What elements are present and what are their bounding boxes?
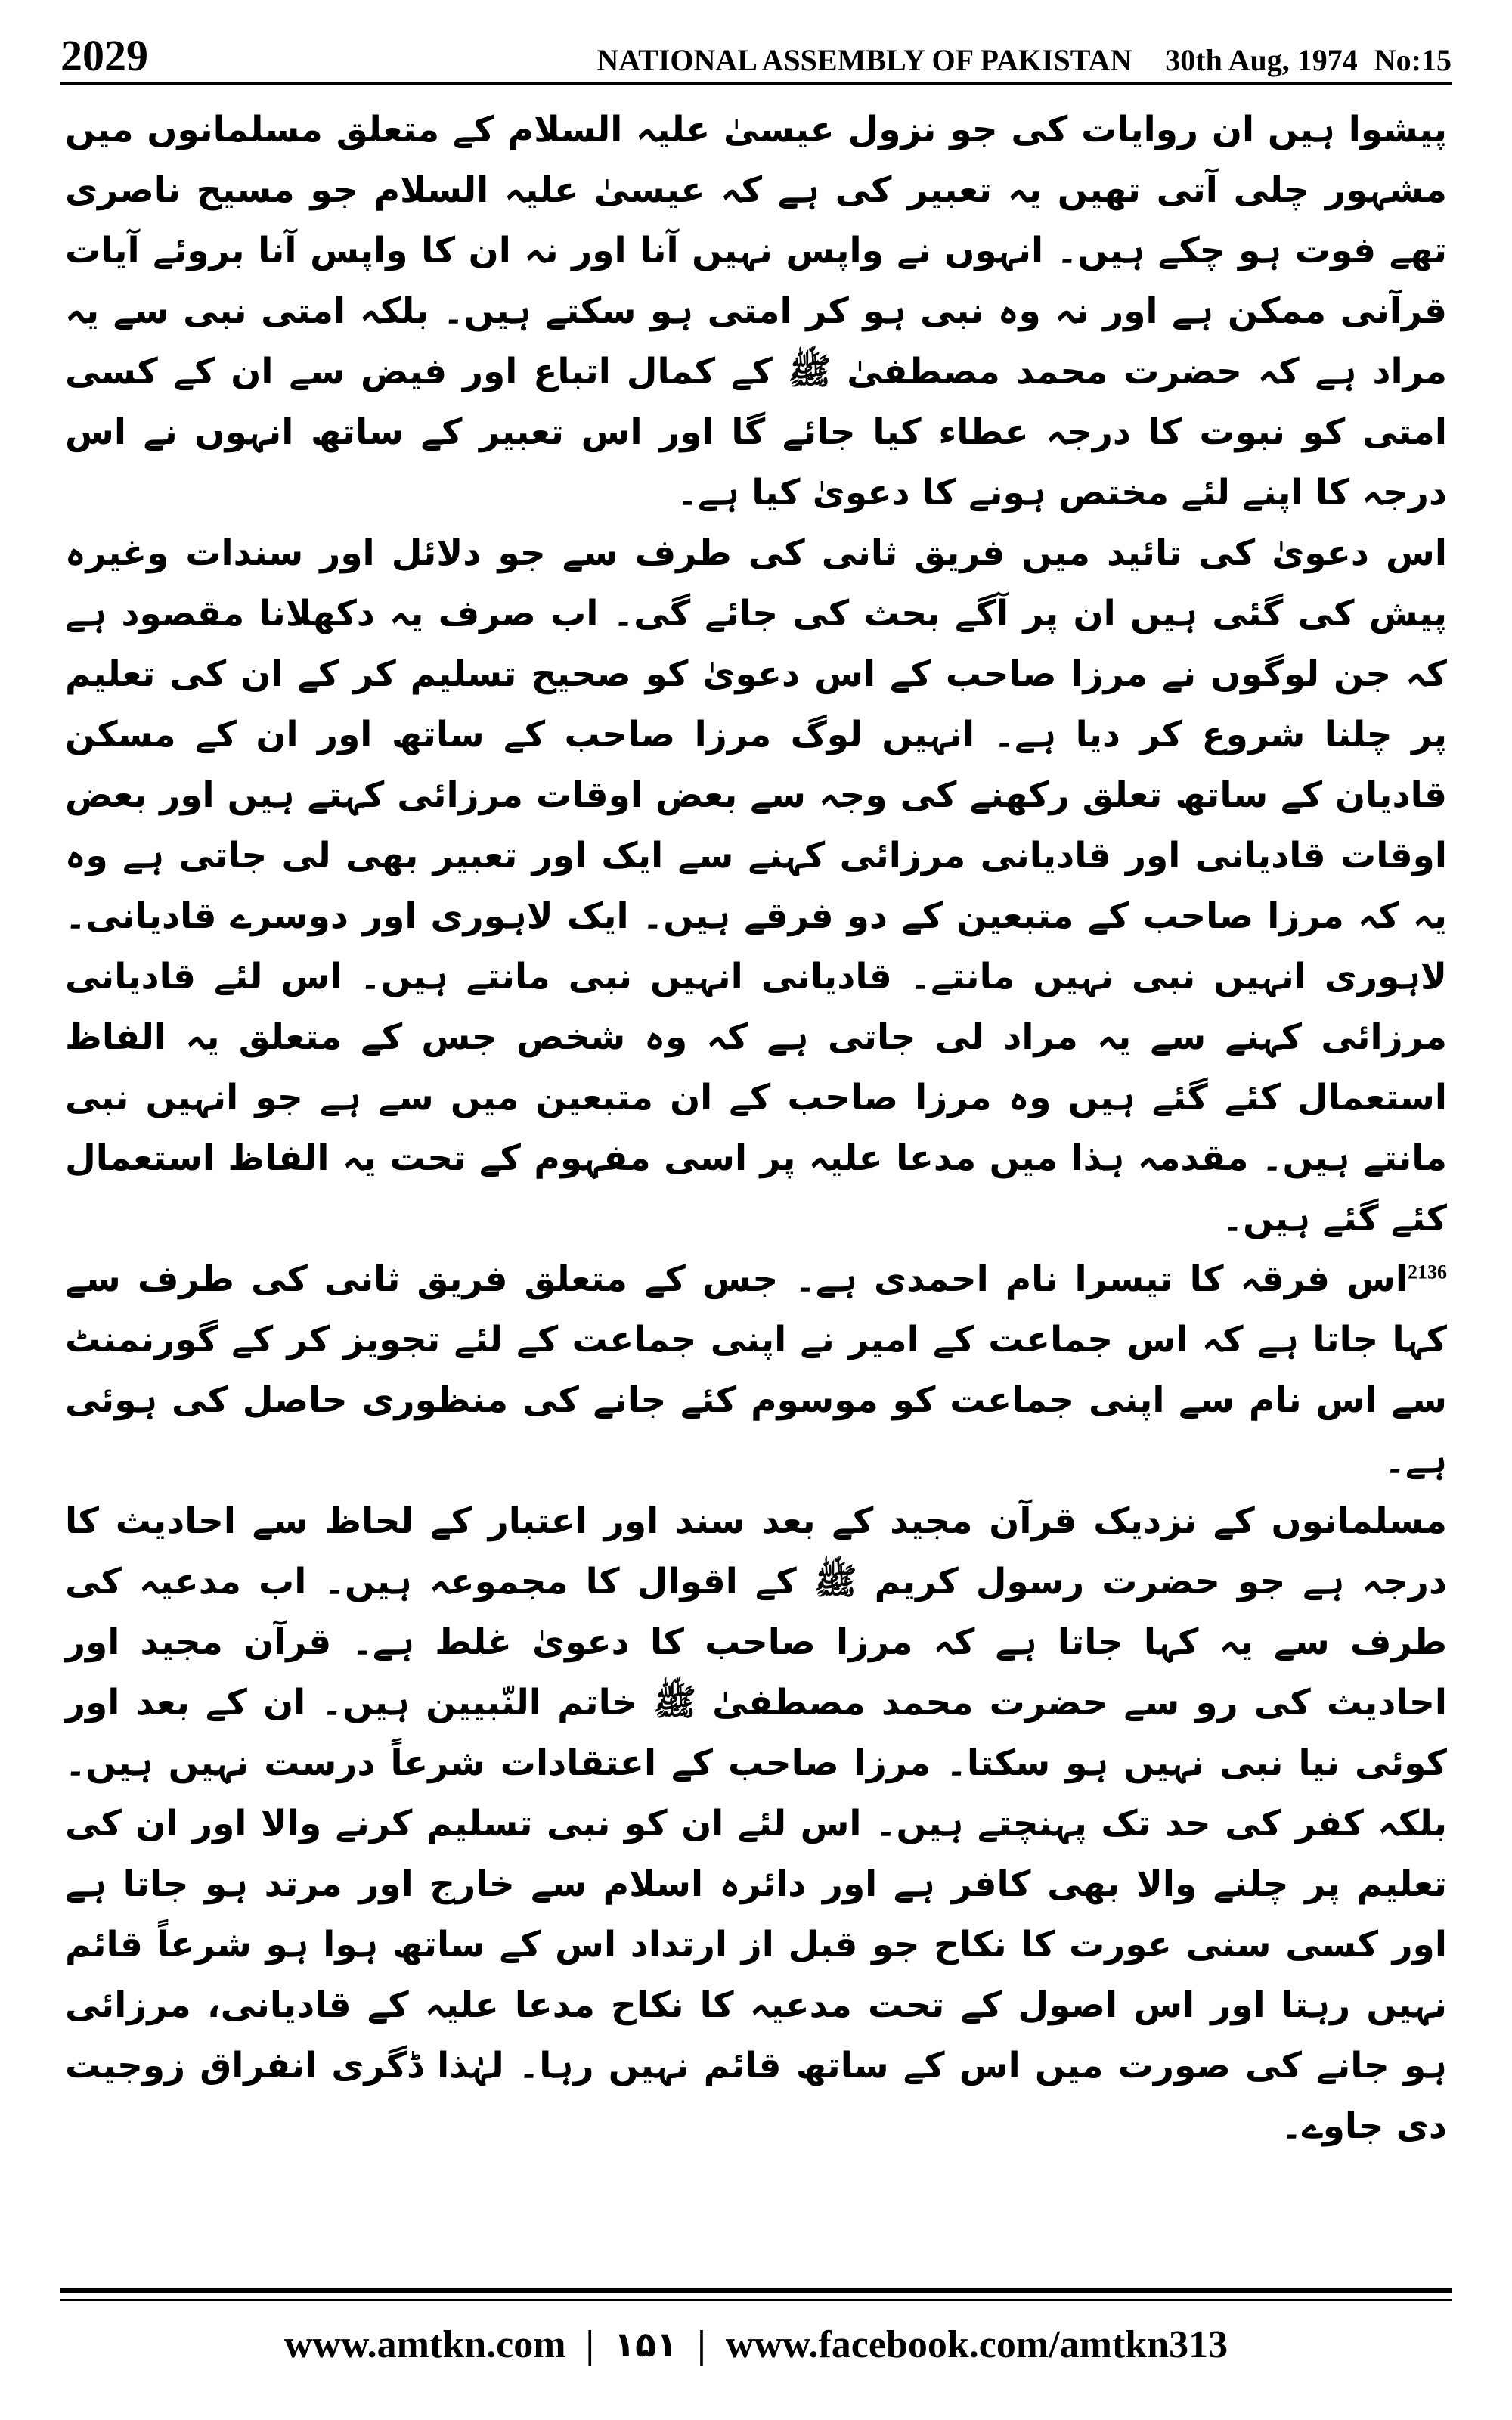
paragraph-2-text: اس دعویٰ کی تائید میں فریق ثانی کی طرف سے جو دلائل اور سندات وغیرہ پیش کی گئی ہیں ان پر آگے بحث کی جائے گی۔ اب صرف یہ دکھلانا مقصود ہے کہ جن لوگوں نے مرزا صاحب کے اس دعویٰ کو صحیح تسلیم کر کے ان کی تعلیم پر چلنا شروع کر دیا ہے۔ انہیں لوگ مرزا صاحب کے ساتھ اور ان کے مسکن قادیان کے ساتھ تعلق رکھنے کی وجہ سے بعض اوقات مرزائی کہتے ہیں اور بعض اوقات قادیانی اور قادیانی مرزائی کہنے سے ایک اور تعبیر بھی لی جاتی ہے وہ یہ کہ مرزا صاحب کے متبعین کے دو فرقے ہیں۔ ایک لاہوری اور دوسرے قادیانی۔ لاہوری انہیں نبی نہیں مانتے۔ قادیانی انہیں نبی مانتے ہیں۔ اس لئے قادیانی مرزائی کہنے سے یہ مراد لی جاتی ہے کہ وہ شخص جس کے متعلق یہ الفاظ استعمال کئے گئے ہیں وہ مرزا صاحب کے ان متبعین میں سے ہے جو انہیں نبی مانتے ہیں۔ مقدمہ ہذا میں مدعا علیہ پر اسی مفہوم کے تحت یہ الفاظ استعمال کئے گئے ہیں۔: [65, 532, 1447, 1239]
footer-rule-thin: [60, 2299, 1452, 2301]
paragraph-4: مسلمانوں کے نزدیک قرآن مجید کے بعد سند اور اعتبار کے لحاظ سے احادیث کا درجہ ہے جو حضرت رسول کریم ﷺ کے اقوال کا مجموعہ ہیں۔ اب مدعیہ کی طرف سے یہ کہا جاتا ہے کہ مرزا صاحب کا دعویٰ غلط ہے۔ قرآن مجید اور احادیث کی رو سے حضرت محمد مصطفیٰ ﷺ خاتم النّبیین ہیں۔ ان کے بعد اور کوئی نیا نبی نہیں ہو سکتا۔ مرزا صاحب کے اعتقادات شرعاً درست نہیں ہیں۔ بلکہ کفر کی حد تک پہنچتے ہیں۔ اس لئے ان کو نبی تسلیم کرنے والا اور ان کی تعلیم پر چلنے والا بھی کافر ہے اور دائرہ اسلام سے خارج اور مرتد ہو جاتا ہے اور کسی سنی عورت کا نکاح جو قبل از ارتداد اس کے ساتھ ہوا ہو شرعاً قائم نہیں رہتا اور اس اصول کے تحت مدعیہ کا نکاح مدعا علیہ کے قادیانی، مرزائی ہو جانے کی صورت میں اس کے ساتھ قائم نہیں رہا۔ لہٰذا ڈگری انفراق زوجیت دی جاوے۔: [65, 1500, 1447, 2147]
document-body: [65, 100, 1447, 2157]
paragraph-2: [65, 523, 1447, 1249]
paragraph-3: [65, 1249, 1447, 1491]
header-issue: No:15: [1374, 43, 1452, 77]
page-number: 2029: [60, 31, 148, 80]
page-header: [60, 32, 1452, 85]
footer-rule-thick: [60, 2288, 1452, 2293]
header-title: NATIONAL ASSEMBLY OF PAKISTAN: [596, 43, 1132, 77]
footer-separator: |: [697, 2322, 706, 2366]
footer-facebook-link[interactable]: www.facebook.com/amtkn313: [725, 2322, 1228, 2366]
page-footer: [60, 2314, 1452, 2375]
footer-separator: |: [585, 2322, 594, 2366]
header-rule: [60, 82, 1452, 85]
header-right: [563, 42, 1452, 79]
footer-book-page: ۱۵۱: [614, 2324, 678, 2365]
footnote-marker: 2136: [1408, 1261, 1447, 1283]
footer-website-link[interactable]: www.amtkn.com: [284, 2322, 566, 2366]
header-date: 30th Aug, 1974: [1165, 43, 1358, 77]
paragraph-3-text: اس فرقہ کا تیسرا نام احمدی ہے۔ جس کے متعلق فریق ثانی کی طرف سے کہا جاتا ہے کہ اس جماعت کے امیر نے اپنی جماعت کے لئے تجویز کر کے گورنمنٹ سے اس نام سے اپنی جماعت کو موسوم کئے جانے کی منظوری حاصل کی ہوئی ہے۔: [65, 1258, 1447, 1481]
paragraph-1: پیشوا ہیں ان روایات کی جو نزول عیسیٰ علیہ السلام کے متعلق مسلمانوں میں مشہور چلی آتی تھیں یہ تعبیر کی ہے کہ عیسیٰ علیہ السلام جو مسیح ناصری تھے فوت ہو چکے ہیں۔ انہوں نے واپس نہیں آنا اور نہ ان کا واپس آنا بروئے آیات قرآنی ممکن ہے اور نہ وہ نبی ہو کر امتی ہو سکتے ہیں۔ بلکہ امتی نبی سے یہ مراد ہے کہ حضرت محمد مصطفیٰ ﷺ کے کمال اتباع اور فیض سے ان کے کسی امتی کو نبوت کا درجہ عطاء کیا جائے گا اور اس تعبیر کے ساتھ انہوں نے اس درجہ کا اپنے لئے مختص ہونے کا دعویٰ کیا ہے۔: [65, 109, 1447, 513]
